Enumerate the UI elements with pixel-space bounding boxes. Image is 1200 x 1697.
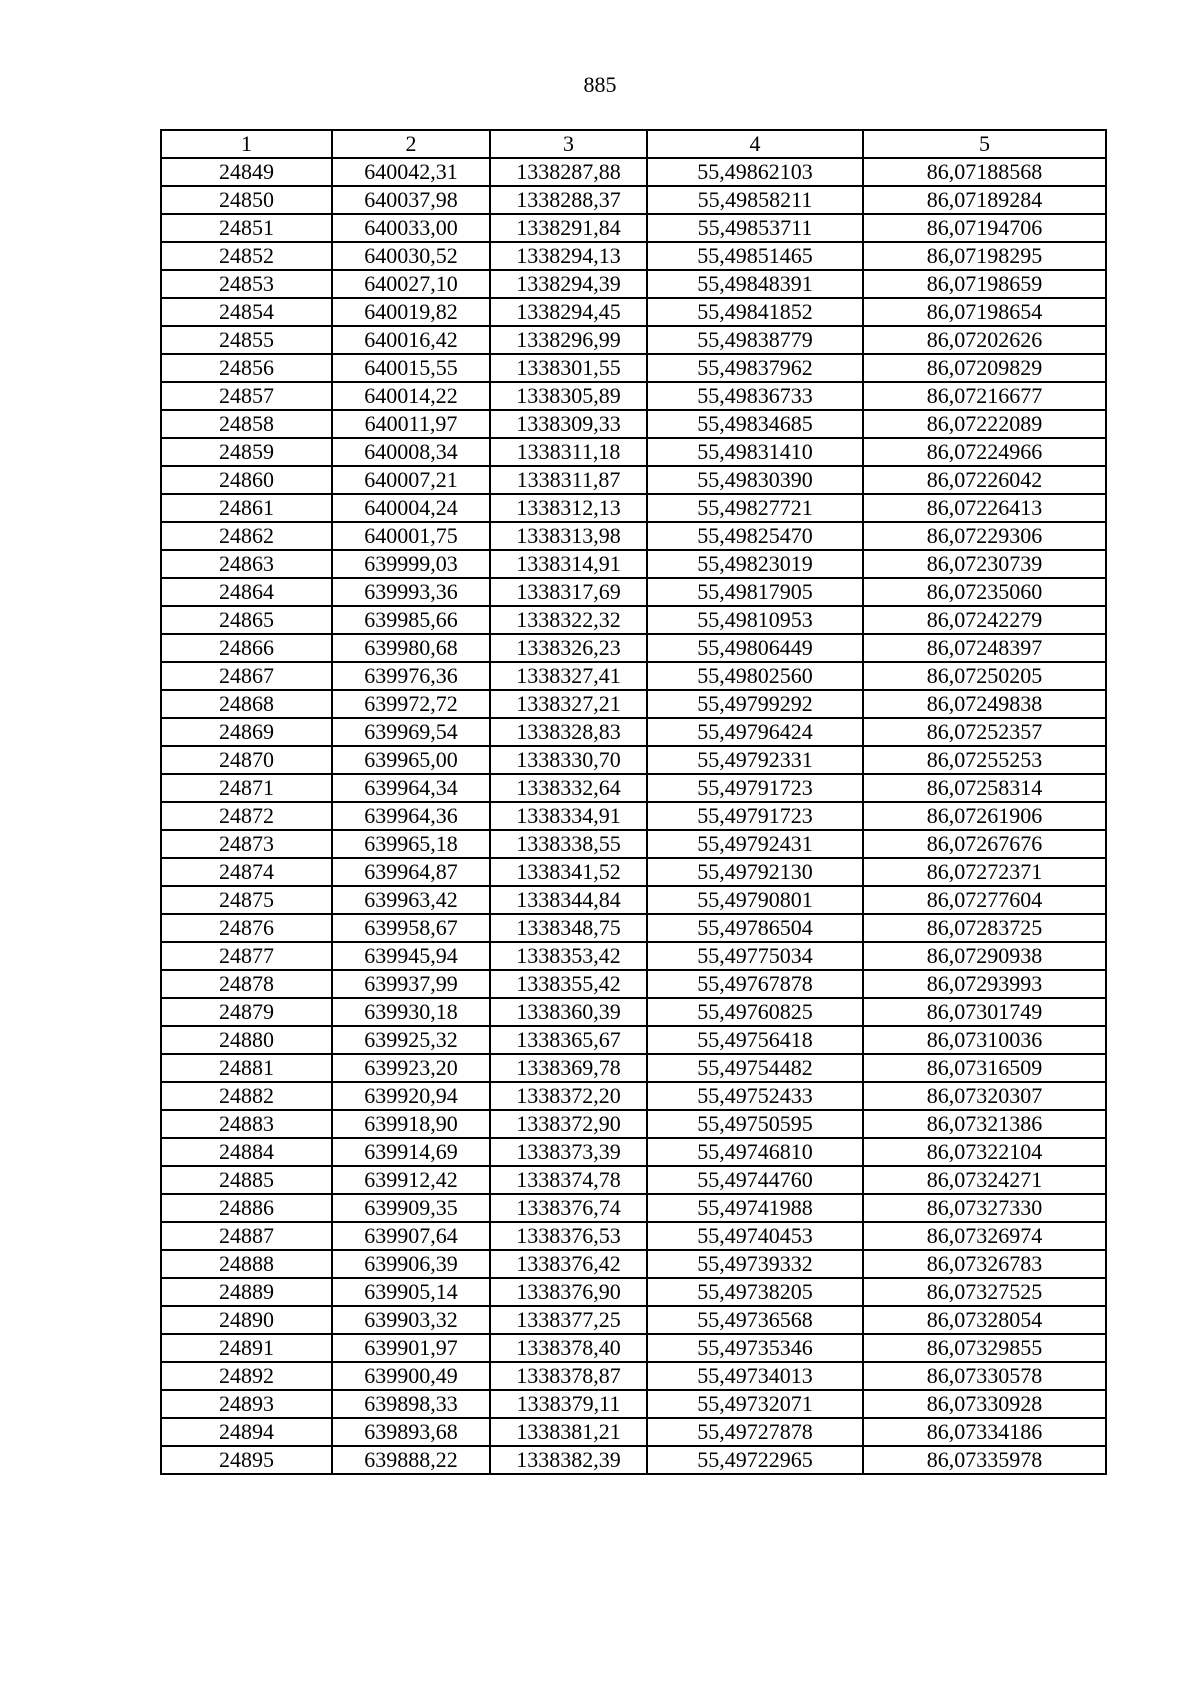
table-cell: 1338381,21 <box>490 1418 647 1446</box>
table-row <box>161 242 1106 270</box>
table-cell: 639965,00 <box>332 746 490 774</box>
table-cell: 86,07248397 <box>863 634 1106 662</box>
table-cell: 86,07335978 <box>863 1446 1106 1474</box>
table-cell: 86,07252357 <box>863 718 1106 746</box>
table-cell: 639993,36 <box>332 578 490 606</box>
table-cell: 55,49754482 <box>647 1054 863 1082</box>
table-cell: 640001,75 <box>332 522 490 550</box>
table-cell: 1338288,37 <box>490 186 647 214</box>
table-cell: 1338365,67 <box>490 1026 647 1054</box>
table-cell: 1338294,39 <box>490 270 647 298</box>
table-row <box>161 550 1106 578</box>
table-cell: 55,49837962 <box>647 354 863 382</box>
table-row <box>161 270 1106 298</box>
table-cell: 55,49740453 <box>647 1222 863 1250</box>
table-cell: 639945,94 <box>332 942 490 970</box>
table-cell: 24860 <box>161 466 332 494</box>
coordinates-table <box>160 129 1107 1475</box>
table-cell: 639893,68 <box>332 1418 490 1446</box>
table-row <box>161 1194 1106 1222</box>
table-row <box>161 1054 1106 1082</box>
table-row <box>161 326 1106 354</box>
table-cell: 640008,34 <box>332 438 490 466</box>
table-cell: 55,49744760 <box>647 1166 863 1194</box>
table-cell: 86,07301749 <box>863 998 1106 1026</box>
table-cell: 55,49786504 <box>647 914 863 942</box>
table-row <box>161 1390 1106 1418</box>
table-cell: 1338327,41 <box>490 662 647 690</box>
table-cell: 1338311,18 <box>490 438 647 466</box>
table-cell: 24877 <box>161 942 332 970</box>
table-cell: 55,49841852 <box>647 298 863 326</box>
table-cell: 24851 <box>161 214 332 242</box>
table-cell: 86,07272371 <box>863 858 1106 886</box>
table-cell: 24853 <box>161 270 332 298</box>
table-row <box>161 970 1106 998</box>
table-cell: 640004,24 <box>332 494 490 522</box>
table-cell: 640027,10 <box>332 270 490 298</box>
table-cell: 1338376,53 <box>490 1222 647 1250</box>
table-cell: 55,49734013 <box>647 1362 863 1390</box>
table-row <box>161 354 1106 382</box>
table-cell: 1338327,21 <box>490 690 647 718</box>
table-cell: 639912,42 <box>332 1166 490 1194</box>
table-cell: 24883 <box>161 1110 332 1138</box>
table-row <box>161 1334 1106 1362</box>
table-cell: 24861 <box>161 494 332 522</box>
table-cell: 24892 <box>161 1362 332 1390</box>
table-row <box>161 1166 1106 1194</box>
table-row <box>161 438 1106 466</box>
table-cell: 24854 <box>161 298 332 326</box>
table-cell: 86,07316509 <box>863 1054 1106 1082</box>
table-cell: 86,07327330 <box>863 1194 1106 1222</box>
table-cell: 1338317,69 <box>490 578 647 606</box>
table-cell: 86,07226413 <box>863 494 1106 522</box>
table-cell: 24876 <box>161 914 332 942</box>
table-row <box>161 606 1106 634</box>
table-cell: 1338313,98 <box>490 522 647 550</box>
table-row <box>161 186 1106 214</box>
table-cell: 55,49735346 <box>647 1334 863 1362</box>
table-cell: 1338378,40 <box>490 1334 647 1362</box>
table-cell: 86,07328054 <box>863 1306 1106 1334</box>
table-cell: 55,49836733 <box>647 382 863 410</box>
table-cell: 639914,69 <box>332 1138 490 1166</box>
table-cell: 24862 <box>161 522 332 550</box>
table-cell: 55,49792331 <box>647 746 863 774</box>
table-cell: 55,49736568 <box>647 1306 863 1334</box>
table-row <box>161 158 1106 186</box>
table-cell: 24887 <box>161 1222 332 1250</box>
table-cell: 86,07189284 <box>863 186 1106 214</box>
table-cell: 1338379,11 <box>490 1390 647 1418</box>
table-row <box>161 858 1106 886</box>
table-row <box>161 1026 1106 1054</box>
table-cell: 55,49750595 <box>647 1110 863 1138</box>
table-cell: 55,49741988 <box>647 1194 863 1222</box>
table-cell: 24871 <box>161 774 332 802</box>
table-cell: 55,49862103 <box>647 158 863 186</box>
table-row <box>161 886 1106 914</box>
table-cell: 55,49799292 <box>647 690 863 718</box>
table-cell: 1338348,75 <box>490 914 647 942</box>
column-header: 2 <box>332 130 490 158</box>
table-row <box>161 746 1106 774</box>
table-cell: 24889 <box>161 1278 332 1306</box>
table-row <box>161 1446 1106 1474</box>
table-cell: 86,07198654 <box>863 298 1106 326</box>
column-header: 4 <box>647 130 863 158</box>
table-cell: 55,49727878 <box>647 1418 863 1446</box>
table-cell: 55,49848391 <box>647 270 863 298</box>
table-cell: 24890 <box>161 1306 332 1334</box>
table-cell: 24872 <box>161 802 332 830</box>
table-cell: 55,49775034 <box>647 942 863 970</box>
table-cell: 639976,36 <box>332 662 490 690</box>
table-cell: 86,07310036 <box>863 1026 1106 1054</box>
table-cell: 24885 <box>161 1166 332 1194</box>
table-cell: 1338355,42 <box>490 970 647 998</box>
table-cell: 1338338,55 <box>490 830 647 858</box>
table-cell: 86,07226042 <box>863 466 1106 494</box>
table-cell: 1338328,83 <box>490 718 647 746</box>
table-cell: 86,07267676 <box>863 830 1106 858</box>
table-cell: 1338376,90 <box>490 1278 647 1306</box>
table-row <box>161 718 1106 746</box>
table-cell: 1338326,23 <box>490 634 647 662</box>
table-cell: 640015,55 <box>332 354 490 382</box>
table-cell: 24893 <box>161 1390 332 1418</box>
table-cell: 55,49838779 <box>647 326 863 354</box>
column-header: 3 <box>490 130 647 158</box>
table-cell: 55,49825470 <box>647 522 863 550</box>
table-cell: 86,07242279 <box>863 606 1106 634</box>
table-row <box>161 1306 1106 1334</box>
table-cell: 55,49831410 <box>647 438 863 466</box>
table-cell: 639925,32 <box>332 1026 490 1054</box>
table-cell: 1338374,78 <box>490 1166 647 1194</box>
table-cell: 55,49792431 <box>647 830 863 858</box>
table-cell: 639906,39 <box>332 1250 490 1278</box>
table-cell: 640030,52 <box>332 242 490 270</box>
table-row <box>161 998 1106 1026</box>
table-cell: 639918,90 <box>332 1110 490 1138</box>
table-row <box>161 578 1106 606</box>
table-row <box>161 914 1106 942</box>
table-cell: 639937,99 <box>332 970 490 998</box>
table-cell: 24880 <box>161 1026 332 1054</box>
table-row <box>161 410 1106 438</box>
table-row <box>161 942 1106 970</box>
table-cell: 1338314,91 <box>490 550 647 578</box>
table-cell: 86,07194706 <box>863 214 1106 242</box>
table-cell: 639969,54 <box>332 718 490 746</box>
table-cell: 639965,18 <box>332 830 490 858</box>
table-cell: 86,07229306 <box>863 522 1106 550</box>
table-cell: 86,07222089 <box>863 410 1106 438</box>
table-row <box>161 494 1106 522</box>
table-cell: 24894 <box>161 1418 332 1446</box>
table-cell: 55,49810953 <box>647 606 863 634</box>
table-cell: 55,49827721 <box>647 494 863 522</box>
table-cell: 640033,00 <box>332 214 490 242</box>
table-cell: 24850 <box>161 186 332 214</box>
table-cell: 639900,49 <box>332 1362 490 1390</box>
table-row <box>161 1250 1106 1278</box>
table-cell: 24882 <box>161 1082 332 1110</box>
table-row <box>161 522 1106 550</box>
table-cell: 55,49791723 <box>647 774 863 802</box>
table-cell: 1338372,20 <box>490 1082 647 1110</box>
table-cell: 639905,14 <box>332 1278 490 1306</box>
table-cell: 640037,98 <box>332 186 490 214</box>
table-cell: 86,07290938 <box>863 942 1106 970</box>
table-cell: 639972,72 <box>332 690 490 718</box>
table-cell: 86,07188568 <box>863 158 1106 186</box>
table-row <box>161 1362 1106 1390</box>
table-cell: 86,07322104 <box>863 1138 1106 1166</box>
table-cell: 1338294,45 <box>490 298 647 326</box>
table-cell: 1338322,32 <box>490 606 647 634</box>
table-cell: 1338378,87 <box>490 1362 647 1390</box>
table-row <box>161 1222 1106 1250</box>
table-cell: 24863 <box>161 550 332 578</box>
table-cell: 24888 <box>161 1250 332 1278</box>
table-cell: 1338332,64 <box>490 774 647 802</box>
table-cell: 24855 <box>161 326 332 354</box>
table-cell: 86,07329855 <box>863 1334 1106 1362</box>
table-cell: 55,49732071 <box>647 1390 863 1418</box>
table-cell: 86,07209829 <box>863 354 1106 382</box>
table-cell: 24865 <box>161 606 332 634</box>
table-row <box>161 1110 1106 1138</box>
table-row <box>161 802 1106 830</box>
table-cell: 55,49830390 <box>647 466 863 494</box>
table-cell: 24886 <box>161 1194 332 1222</box>
table-cell: 639980,68 <box>332 634 490 662</box>
table-cell: 640014,22 <box>332 382 490 410</box>
table-cell: 1338305,89 <box>490 382 647 410</box>
table-cell: 1338309,33 <box>490 410 647 438</box>
table-cell: 86,07230739 <box>863 550 1106 578</box>
table-cell: 86,07198659 <box>863 270 1106 298</box>
table-row <box>161 298 1106 326</box>
table-cell: 24874 <box>161 858 332 886</box>
table-cell: 86,07334186 <box>863 1418 1106 1446</box>
table-cell: 24879 <box>161 998 332 1026</box>
table-cell: 1338373,39 <box>490 1138 647 1166</box>
table-cell: 55,49792130 <box>647 858 863 886</box>
table-cell: 1338353,42 <box>490 942 647 970</box>
table-cell: 55,49817905 <box>647 578 863 606</box>
table-cell: 24858 <box>161 410 332 438</box>
table-cell: 55,49746810 <box>647 1138 863 1166</box>
table-cell: 86,07250205 <box>863 662 1106 690</box>
table-cell: 24870 <box>161 746 332 774</box>
table-cell: 24859 <box>161 438 332 466</box>
table-cell: 24873 <box>161 830 332 858</box>
table-cell: 639964,34 <box>332 774 490 802</box>
table-row <box>161 774 1106 802</box>
table-cell: 640042,31 <box>332 158 490 186</box>
table-cell: 639964,87 <box>332 858 490 886</box>
table-cell: 1338291,84 <box>490 214 647 242</box>
table-cell: 1338330,70 <box>490 746 647 774</box>
table-cell: 86,07324271 <box>863 1166 1106 1194</box>
header-row <box>161 130 1106 158</box>
table-cell: 55,49722965 <box>647 1446 863 1474</box>
table-cell: 639920,94 <box>332 1082 490 1110</box>
column-header: 5 <box>863 130 1106 158</box>
table-cell: 640016,42 <box>332 326 490 354</box>
table-cell: 55,49760825 <box>647 998 863 1026</box>
table-cell: 1338311,87 <box>490 466 647 494</box>
table-cell: 1338334,91 <box>490 802 647 830</box>
table-cell: 639999,03 <box>332 550 490 578</box>
table-cell: 55,49739332 <box>647 1250 863 1278</box>
table-cell: 24869 <box>161 718 332 746</box>
table-cell: 86,07330578 <box>863 1362 1106 1390</box>
table-cell: 86,07202626 <box>863 326 1106 354</box>
table-row <box>161 214 1106 242</box>
table-cell: 24864 <box>161 578 332 606</box>
table-cell: 1338312,13 <box>490 494 647 522</box>
table-cell: 55,49738205 <box>647 1278 863 1306</box>
column-header: 1 <box>161 130 332 158</box>
table-cell: 1338287,88 <box>490 158 647 186</box>
table-cell: 24849 <box>161 158 332 186</box>
table-cell: 1338341,52 <box>490 858 647 886</box>
table-cell: 639930,18 <box>332 998 490 1026</box>
table-cell: 55,49858211 <box>647 186 863 214</box>
table-cell: 55,49802560 <box>647 662 863 690</box>
table-cell: 24878 <box>161 970 332 998</box>
table-row <box>161 1418 1106 1446</box>
table-cell: 86,07293993 <box>863 970 1106 998</box>
table-cell: 639903,32 <box>332 1306 490 1334</box>
table-cell: 1338369,78 <box>490 1054 647 1082</box>
table-cell: 639964,36 <box>332 802 490 830</box>
table-cell: 55,49752433 <box>647 1082 863 1110</box>
table-cell: 86,07216677 <box>863 382 1106 410</box>
table-header <box>161 130 1106 158</box>
table-cell: 24868 <box>161 690 332 718</box>
table-row <box>161 1138 1106 1166</box>
table-row <box>161 830 1106 858</box>
table-cell: 86,07321386 <box>863 1110 1106 1138</box>
table-cell: 1338296,99 <box>490 326 647 354</box>
page-number: 885 <box>583 72 617 97</box>
table-row <box>161 690 1106 718</box>
table-cell: 639898,33 <box>332 1390 490 1418</box>
table-cell: 86,07258314 <box>863 774 1106 802</box>
table-cell: 1338294,13 <box>490 242 647 270</box>
table-cell: 1338377,25 <box>490 1306 647 1334</box>
table-cell: 55,49853711 <box>647 214 863 242</box>
table-cell: 639958,67 <box>332 914 490 942</box>
table-cell: 24867 <box>161 662 332 690</box>
table-cell: 55,49806449 <box>647 634 863 662</box>
table-cell: 24881 <box>161 1054 332 1082</box>
table-body <box>161 158 1106 1474</box>
table-cell: 24857 <box>161 382 332 410</box>
table-cell: 55,49851465 <box>647 242 863 270</box>
table-row <box>161 634 1106 662</box>
table-row <box>161 466 1106 494</box>
table-cell: 86,07283725 <box>863 914 1106 942</box>
table-cell: 639963,42 <box>332 886 490 914</box>
table-cell: 640011,97 <box>332 410 490 438</box>
table-cell: 55,49796424 <box>647 718 863 746</box>
table-cell: 639907,64 <box>332 1222 490 1250</box>
table-cell: 86,07277604 <box>863 886 1106 914</box>
table-cell: 24866 <box>161 634 332 662</box>
table-cell: 55,49756418 <box>647 1026 863 1054</box>
table-cell: 639985,66 <box>332 606 490 634</box>
table-cell: 55,49791723 <box>647 802 863 830</box>
table-cell: 86,07320307 <box>863 1082 1106 1110</box>
table-cell: 1338376,74 <box>490 1194 647 1222</box>
table-row <box>161 382 1106 410</box>
table-cell: 24875 <box>161 886 332 914</box>
table-row <box>161 662 1106 690</box>
table-cell: 639909,35 <box>332 1194 490 1222</box>
table-cell: 55,49790801 <box>647 886 863 914</box>
table-cell: 86,07327525 <box>863 1278 1106 1306</box>
table-cell: 86,07326974 <box>863 1222 1106 1250</box>
table-cell: 639901,97 <box>332 1334 490 1362</box>
table-cell: 24895 <box>161 1446 332 1474</box>
table-row <box>161 1278 1106 1306</box>
table-cell: 639923,20 <box>332 1054 490 1082</box>
table-cell: 55,49823019 <box>647 550 863 578</box>
table-cell: 1338382,39 <box>490 1446 647 1474</box>
table-cell: 86,07198295 <box>863 242 1106 270</box>
table-cell: 24852 <box>161 242 332 270</box>
table-cell: 640007,21 <box>332 466 490 494</box>
table-cell: 55,49834685 <box>647 410 863 438</box>
table-cell: 86,07249838 <box>863 690 1106 718</box>
table-row <box>161 1082 1106 1110</box>
table-cell: 24856 <box>161 354 332 382</box>
table-cell: 86,07326783 <box>863 1250 1106 1278</box>
table-cell: 1338360,39 <box>490 998 647 1026</box>
table-cell: 1338372,90 <box>490 1110 647 1138</box>
table-cell: 1338344,84 <box>490 886 647 914</box>
table-cell: 86,07261906 <box>863 802 1106 830</box>
table-cell: 1338301,55 <box>490 354 647 382</box>
table-cell: 24884 <box>161 1138 332 1166</box>
table-cell: 86,07224966 <box>863 438 1106 466</box>
table-cell: 24891 <box>161 1334 332 1362</box>
table-cell: 1338376,42 <box>490 1250 647 1278</box>
table-cell: 55,49767878 <box>647 970 863 998</box>
table-cell: 86,07255253 <box>863 746 1106 774</box>
table-cell: 639888,22 <box>332 1446 490 1474</box>
table-cell: 640019,82 <box>332 298 490 326</box>
table-cell: 86,07330928 <box>863 1390 1106 1418</box>
table-cell: 86,07235060 <box>863 578 1106 606</box>
